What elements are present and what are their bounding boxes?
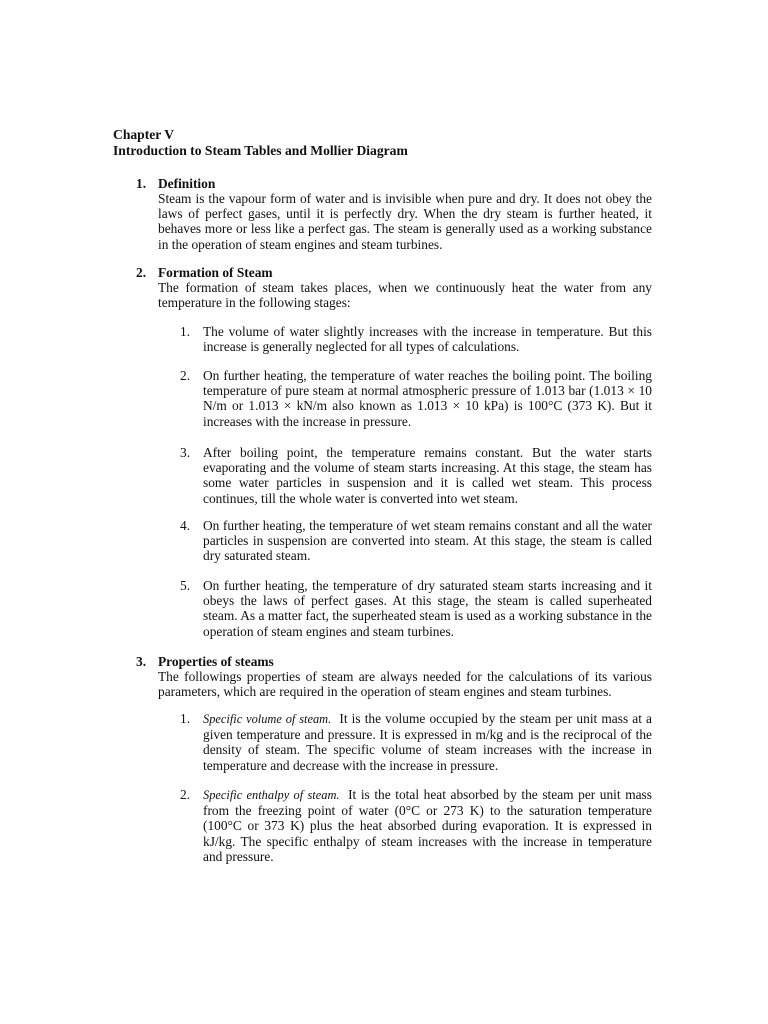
- section-number: 1.: [136, 176, 147, 191]
- section-body-definition: Steam is the vapour form of water and is invisible when pure and dry. It does not obey the laws of perfect gases, until it is perfectly dry. When the dry steam is further heated, it behaves more or less like a perfect gas. The steam is generally used as a working substance in the operation of steam engines and steam turbines.: [158, 191, 652, 252]
- section-body-properties: The followings properties of steam are always needed for the calculations of its various parameters, which are required in the operation of steam engines and steam turbines.: [158, 669, 652, 700]
- section-body-formation: The formation of steam takes places, when we continuously heat the water from any temperature in the following stages:: [158, 280, 652, 311]
- list-item-text: After boiling point, the temperature remains constant. But the water starts evaporating and the volume of steam starts increasing. At this stage, the steam has some water particles in suspension and it is called wet steam. This process continues, till the whole water is converted into wet steam.: [203, 445, 652, 506]
- section-heading-definition: [136, 176, 215, 191]
- list-item-number: 2.: [180, 368, 191, 383]
- defined-term: Specific volume of steam.: [203, 712, 332, 726]
- list-item: [180, 711, 652, 773]
- list-item-number: 2.: [180, 787, 191, 802]
- term-definition: It is the volume occupied by the steam per unit mass at a given temperature and pressure. It is expressed in m/kg and is the reciprocal of the density of steam. The specific volume of steam increases with the increase in temperature and decrease with the increase in pressure.: [203, 711, 652, 773]
- section-number: 3.: [136, 654, 147, 669]
- list-item-number: 5.: [180, 578, 191, 593]
- list-item-text: [203, 787, 652, 864]
- list-item: [180, 518, 652, 564]
- list-item: [180, 578, 652, 639]
- list-item-number: 1.: [180, 711, 191, 726]
- section-heading-formation: [136, 265, 273, 280]
- list-item: [180, 787, 652, 864]
- defined-term: Specific enthalpy of steam.: [203, 788, 340, 802]
- list-item-text: On further heating, the temperature of wet steam remains constant and all the water particles in suspension are converted into steam. At this stage, the steam is called dry saturated steam.: [203, 518, 652, 564]
- list-item-text: On further heating, the temperature of dry saturated steam starts increasing and it obeys the laws of perfect gases. At this stage, the steam is called superheated steam. As a matter fact, the superheated steam is used as a working substance in the operation of steam engines and steam turbines.: [203, 578, 652, 639]
- list-item-number: 4.: [180, 518, 191, 533]
- list-item-text: On further heating, the temperature of water reaches the boiling point. The boiling temperature of pure steam at normal atmospheric pressure of 1.013 bar (1.013 × 10 N/m or 1.013 × kN/m also known as 1.013 × 10 kPa) is 100°C (373 K). But it increases with the increase in pressure.: [203, 368, 652, 429]
- chapter-label: Chapter V: [113, 127, 175, 142]
- section-title: Definition: [158, 176, 216, 191]
- list-item-number: 1.: [180, 324, 191, 339]
- list-item: [180, 445, 652, 506]
- chapter-heading: [113, 127, 408, 159]
- term-definition: It is the total heat absorbed by the steam per unit mass from the freezing point of water (0°C or 273 K) to the saturation temperature (100°C or 373 K) plus the heat absorbed during evaporation. It is expressed in kJ/kg. The specific enthalpy of steam increases with the increase in temperature and pressure.: [203, 787, 652, 864]
- list-item-text: The volume of water slightly increases with the increase in temperature. But this increase is generally neglected for all types of calculations.: [203, 324, 652, 355]
- list-item: [180, 324, 652, 354]
- section-heading-properties: [136, 654, 274, 669]
- list-item-number: 3.: [180, 445, 191, 460]
- list-item-text: [203, 711, 652, 773]
- section-title: Properties of steams: [158, 654, 274, 669]
- list-item: [180, 368, 652, 429]
- chapter-title: Introduction to Steam Tables and Mollier Diagram: [113, 143, 408, 158]
- section-number: 2.: [136, 265, 147, 280]
- section-title: Formation of Steam: [158, 265, 273, 280]
